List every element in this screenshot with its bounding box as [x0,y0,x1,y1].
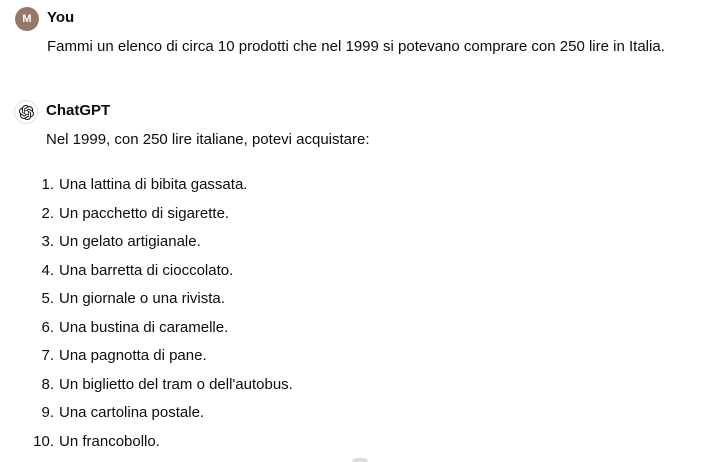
list-item [30,257,705,286]
list-item [30,285,705,314]
product-list [30,171,705,456]
list-item-text: Una lattina di bibita gassata. [59,176,248,193]
list-item [30,371,705,400]
list-item-text: Una pagnotta di pane. [59,347,207,364]
list-item-text: Un biglietto del tram o dell'autobus. [59,375,293,393]
user-message-text: Fammi un elenco di circa 10 prodotti che nel 1999 si potevano comprare con 250 lire in Italia. [47,38,665,55]
list-item-text: Un giornale o una rivista. [59,290,225,307]
list-item-number: 9. [41,404,54,421]
list-item-text: Una bustina di caramelle. [59,318,229,336]
list-item [30,428,705,457]
openai-logo-icon [19,105,34,120]
list-item-text: Una barretta di cioccolato. [59,261,234,279]
list-item-number: 10. [33,432,54,450]
list-item [30,342,705,371]
list-item [30,314,705,343]
list-item [30,399,705,428]
user-role-label: You [47,9,75,26]
list-item-text: Una cartolina postale. [59,404,205,421]
list-item-number: 2. [41,204,54,222]
list-item-number: 6. [41,318,54,336]
list-item [30,200,705,229]
assistant-message-body [33,100,705,456]
list-item-text: Un pacchetto di sigarette. [59,204,230,222]
list-item [30,228,705,257]
user-avatar: M [15,7,39,31]
list-item-text: Un gelato artigianale. [59,233,201,250]
assistant-message-turn [0,100,705,456]
list-item [30,171,705,200]
list-item-number: 4. [41,261,54,279]
list-item-text: Un francobollo. [59,432,160,450]
user-message-turn [0,7,705,59]
assistant-role-label: ChatGPT [46,102,111,119]
user-message-body [47,7,705,59]
list-item-number: 3. [41,233,54,250]
list-item-number: 7. [41,347,54,364]
scroll-to-bottom-button[interactable] [352,458,368,462]
list-item-number: 8. [41,375,54,393]
list-item-number: 5. [41,290,54,307]
assistant-avatar [14,100,38,124]
assistant-intro-text: Nel 1999, con 250 lire italiane, potevi acquistare: [46,131,370,148]
list-item-number: 1. [41,176,54,193]
